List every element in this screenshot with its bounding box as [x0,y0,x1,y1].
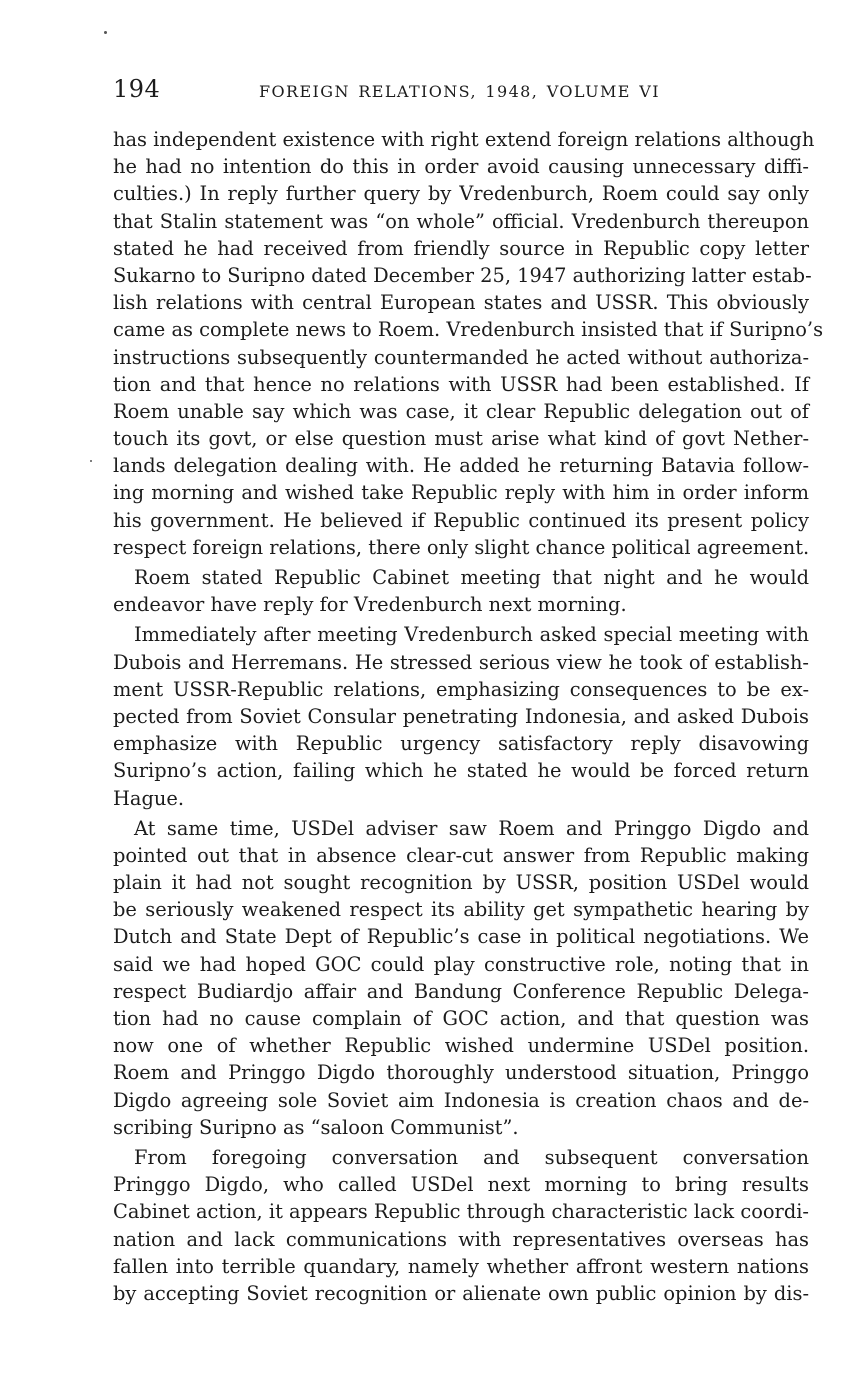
text-line: ment USSR-Republic relations, emphasizing consequences to be ex- [113,677,809,701]
text-line: he had no intention do this in order avoid causing unnecessary diffi- [113,155,809,179]
text-line: by accepting Soviet recognition or alienate own public opinion by dis- [113,1281,809,1305]
text-line: respect Budiardjo affair and Bandung Conference Republic Delega- [113,979,809,1003]
text-line: has independent existence with right extend foreign relations although [113,128,815,151]
text-line: Suripno’s action, failing which he stated he would be forced return [113,759,809,783]
page-number: 194 [113,75,161,103]
text-line: tion had no cause complain of GOC action, and that question was [113,1007,809,1030]
text-line: pointed out that in absence clear-cut answer from Republic making [113,843,809,867]
text-line: instructions subsequently countermanded he acted without authoriza- [113,345,809,369]
text-line: emphasize with Republic urgency satisfactory reply disavowing [113,732,809,756]
text-line: Roem unable say which was case, it clear Republic delegation out of [113,399,809,423]
text-line: Roem and Pringgo Digdo thoroughly understood situation, Pringgo [113,1061,809,1085]
text-line: Sukarno to Suripno dated December 25, 1947 authorizing latter estab- [113,263,812,287]
text-line: endeavor have reply for Vredenburch next morning. [113,593,627,617]
paragraph [113,621,809,811]
text-line: tion and that hence no relations with USSR had been established. If [113,372,809,396]
text-line: ing morning and wished take Republic reply with him in order inform [113,481,809,505]
body-text [113,126,824,1307]
paragraph [113,815,809,1141]
paragraph [113,1144,809,1307]
text-line: plain it had not sought recognition by USSR, position USDel would [113,871,809,895]
text-line: Roem stated Republic Cabinet meeting that night and he would [134,566,809,589]
text-line: Hague. [113,786,185,810]
text-line: pected from Soviet Consular penetrating Indonesia, and asked Dubois [113,704,809,728]
text-line: Dutch and State Dept of Republic’s case in political negotiations. We [113,925,809,949]
text-line: respect foreign relations, there only slight chance political agreement. [113,535,810,559]
text-line: lands delegation dealing with. He added he returning Batavia follow- [113,454,809,478]
text-line: At same time, USDel adviser saw Roem and Pringgo Digdo and [134,816,809,840]
text-line: said we had hoped GOC could play constructive role, noting that in [113,952,809,976]
text-line: that Stalin statement was “on whole” official. Vredenburch thereupon [113,209,809,233]
text-line: From foregoing conversation and subsequent conversation [134,1145,809,1169]
paragraph [113,564,809,618]
text-line: Digdo agreeing sole Soviet aim Indonesia is creation chaos and de- [113,1088,809,1112]
running-head: FOREIGN RELATIONS, 1948, VOLUME VI [259,82,660,101]
text-line: his government. He believed if Republic continued its present policy [113,508,809,532]
text-line: fallen into terrible quandary, namely whether affront western nations [113,1254,809,1278]
text-line: Immediately after meeting Vredenburch asked special meeting with [134,623,809,647]
page-header [113,74,813,114]
text-line: be seriously weakened respect its ability get sympathetic hearing by [113,898,809,922]
text-line: Cabinet action, it appears Republic through characteristic lack coordi- [113,1200,809,1224]
scan-speck [90,460,92,462]
text-line: lish relations with central European states and USSR. This obviously [113,291,809,315]
text-line: came as complete news to Roem. Vredenburch insisted that if Suripno’s [113,318,824,342]
text-line: nation and lack communications with representatives overseas has [113,1227,809,1251]
text-line: culties.) In reply further query by Vredenburch, Roem could say only [113,182,809,206]
text-line: Dubois and Herremans. He stressed serious view he took of establish- [113,650,809,674]
text-line: scribing Suripno as “saloon Communist”. [113,1115,519,1139]
text-line: Pringgo Digdo, who called USDel next morning to bring results [113,1173,809,1197]
paragraph [113,126,824,561]
text-line: touch its govt, or else question must arise what kind of govt Nether- [113,427,809,451]
scan-speck [104,31,107,34]
text-line: now one of whether Republic wished undermine USDel position. [113,1034,809,1058]
text-line: stated he had received from friendly source in Republic copy letter [113,236,809,260]
